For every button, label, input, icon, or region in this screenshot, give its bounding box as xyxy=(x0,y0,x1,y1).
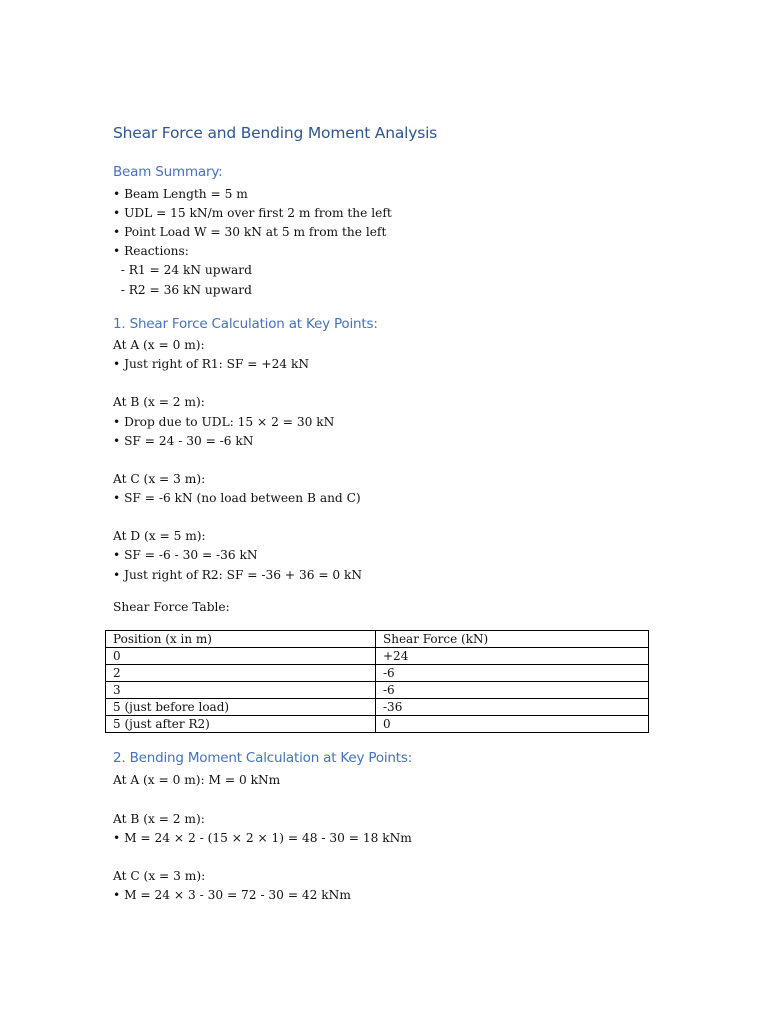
table-cell: 5 (just before load) xyxy=(106,699,376,716)
summary-line: - R1 = 24 kN upward xyxy=(113,263,252,277)
table-cell: 0 xyxy=(376,716,649,733)
bending-moment-heading: 2. Bending Moment Calculation at Key Points: xyxy=(113,750,413,766)
table-cell: 3 xyxy=(106,682,376,699)
table-row xyxy=(106,716,649,733)
summary-line: • Point Load W = 30 kN at 5 m from the left xyxy=(113,225,387,239)
summary-line: • Reactions: xyxy=(113,244,189,258)
sf-line: • Just right of R1: SF = +24 kN xyxy=(113,357,310,371)
sf-line: • SF = 24 - 30 = -6 kN xyxy=(113,434,254,448)
sf-line: • Drop due to UDL: 15 × 2 = 30 kN xyxy=(113,415,335,429)
table-cell: -6 xyxy=(376,682,649,699)
sf-line: At D (x = 5 m): xyxy=(113,529,206,543)
sf-line: • Just right of R2: SF = -36 + 36 = 0 kN xyxy=(113,568,363,582)
table-caption: Shear Force Table: xyxy=(113,600,230,614)
summary-line: • Beam Length = 5 m xyxy=(113,187,248,201)
table-cell: -6 xyxy=(376,665,649,682)
shear-force-table xyxy=(105,630,649,733)
table-header: Position (x in m) xyxy=(106,631,376,648)
bm-line: • M = 24 × 3 - 30 = 72 - 30 = 42 kNm xyxy=(113,888,351,902)
table-row xyxy=(106,682,649,699)
table-cell: 0 xyxy=(106,648,376,665)
summary-line: • UDL = 15 kN/m over first 2 m from the left xyxy=(113,206,392,220)
table-cell: -36 xyxy=(376,699,649,716)
sf-line: At C (x = 3 m): xyxy=(113,472,206,486)
beam-summary-heading: Beam Summary: xyxy=(113,164,223,180)
bm-line: At B (x = 2 m): xyxy=(113,812,205,826)
table-header-row xyxy=(106,631,649,648)
page-title: Shear Force and Bending Moment Analysis xyxy=(113,124,438,142)
table-cell: +24 xyxy=(376,648,649,665)
table-cell: 5 (just after R2) xyxy=(106,716,376,733)
bm-line: At A (x = 0 m): M = 0 kNm xyxy=(113,773,281,787)
sf-line: At B (x = 2 m): xyxy=(113,395,205,409)
bm-line: At C (x = 3 m): xyxy=(113,869,206,883)
summary-line: - R2 = 36 kN upward xyxy=(113,283,252,297)
sf-line: At A (x = 0 m): xyxy=(113,338,205,352)
sf-line: • SF = -6 kN (no load between B and C) xyxy=(113,491,361,505)
table-header: Shear Force (kN) xyxy=(376,631,649,648)
shear-force-heading: 1. Shear Force Calculation at Key Points: xyxy=(113,316,378,332)
table-cell: 2 xyxy=(106,665,376,682)
table-row xyxy=(106,665,649,682)
table-row xyxy=(106,699,649,716)
sf-line: • SF = -6 - 30 = -36 kN xyxy=(113,548,258,562)
table-row xyxy=(106,648,649,665)
bm-line: • M = 24 × 2 - (15 × 2 × 1) = 48 - 30 = 18 kNm xyxy=(113,831,412,845)
